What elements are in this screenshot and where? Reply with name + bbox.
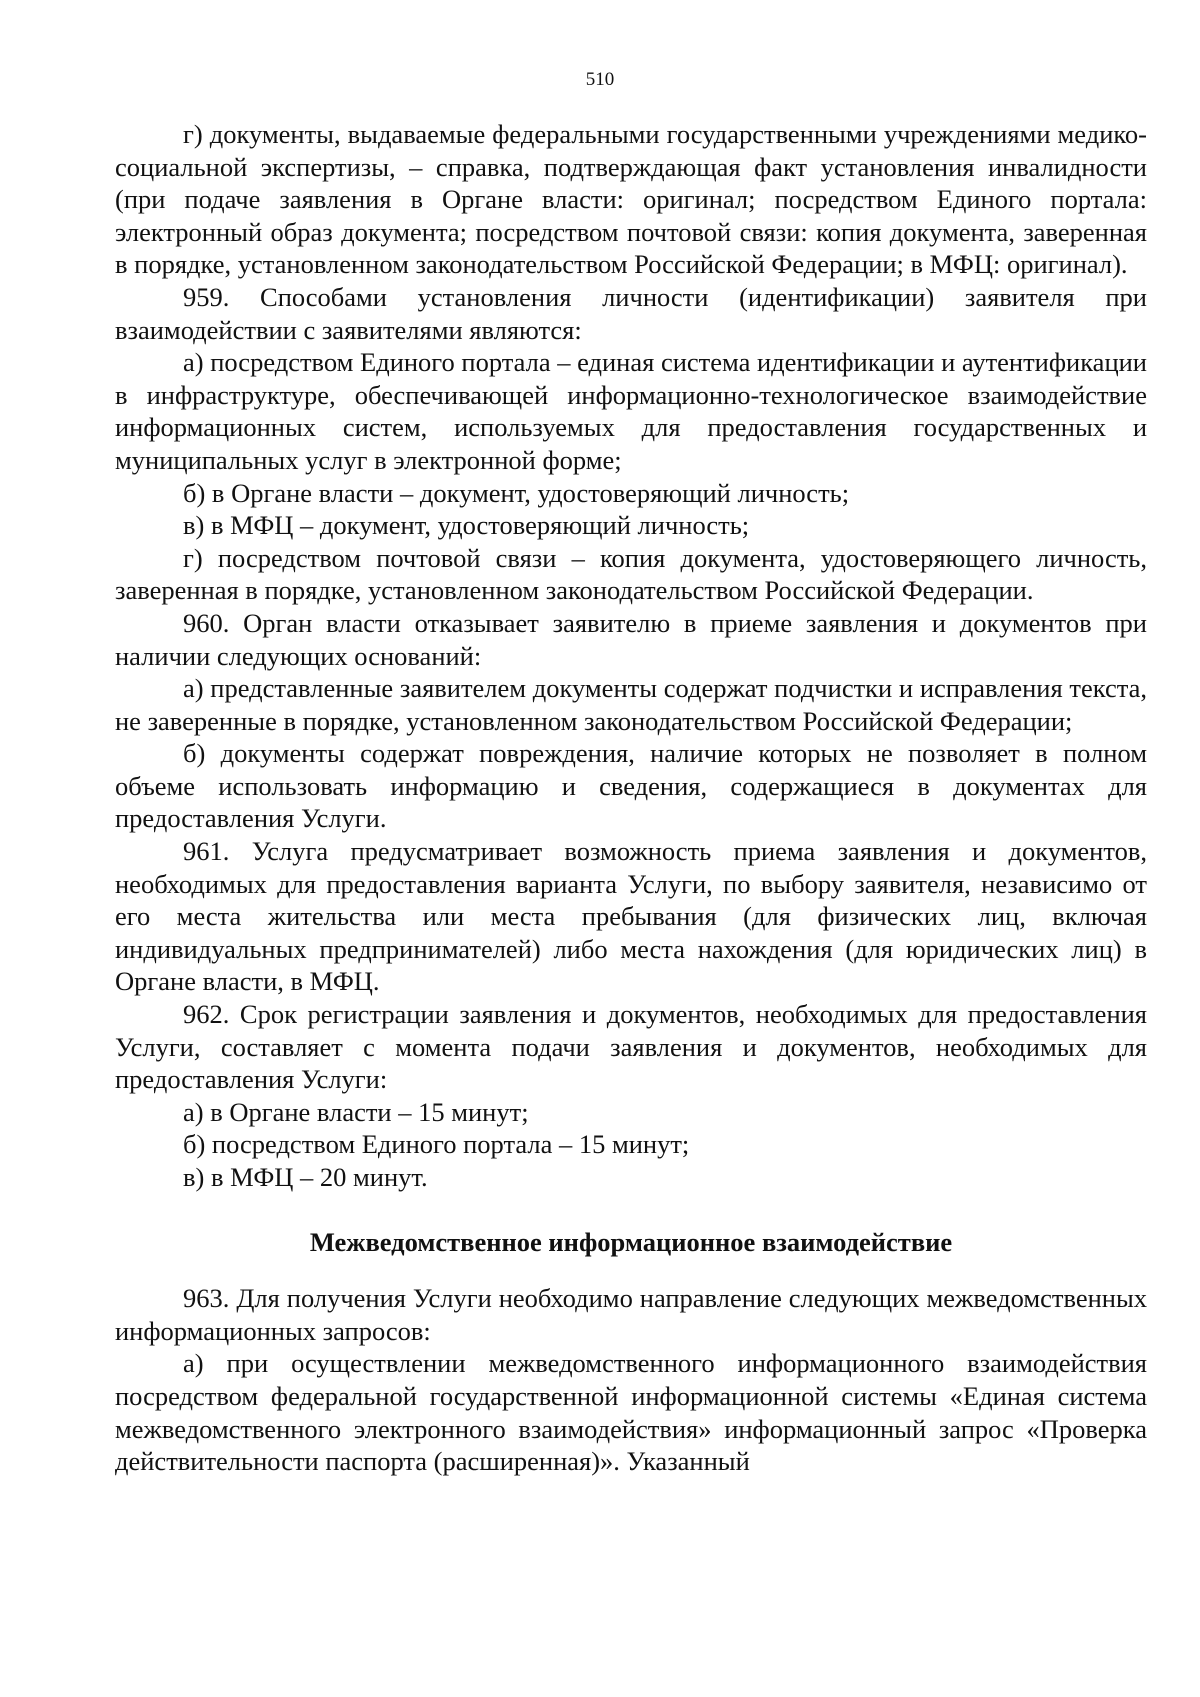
paragraph-960-b: б) документы содержат повреждения, наличие которых не позволяет в полном объеме использовать информацию и сведения, содержащиеся в документах для предоставления Услуги.: [115, 738, 1147, 834]
paragraph-962: 962. Срок регистрации заявления и документов, необходимых для предоставления Услуги, составляет с момента подачи заявления и документов, необходимых для предоставления Услуги:: [115, 999, 1147, 1095]
paragraph-959-a: а) посредством Единого портала – единая система идентификации и аутентификации в инфраструктуре, обеспечивающей информационно-технологическое взаимодействие информационных систем, используемых для предоставления государственных и муниципальных услуг в электронной форме;: [115, 347, 1147, 475]
paragraph-963: 963. Для получения Услуги необходимо направление следующих межведомственных информационных запросов:: [115, 1283, 1147, 1346]
paragraph-959-g: г) посредством почтовой связи – копия документа, удостоверяющего личность, заверенная в порядке, установленном законодательством Российской Федерации.: [115, 542, 1147, 606]
paragraph-959-b: б) в Органе власти – документ, удостоверяющий личность;: [183, 477, 850, 508]
paragraph-959: 959. Способами установления личности (идентификации) заявителя при взаимодействии с заявителями являются:: [115, 281, 1147, 345]
paragraph-961: 961. Услуга предусматривает возможность приема заявления и документов, необходимых для предоставления варианта Услуги, по выбору заявителя, независимо от его места жительства или места пребывания (для физических лиц, включая индивидуальных предпринимателей) либо места нахождения (для юридических лиц) в Органе власти, в МФЦ.: [115, 836, 1147, 997]
paragraph-g-mse-certificate: г) документы, выдаваемые федеральными государственными учреждениями медико-социальной экспертизы, – справка, подтверждающая факт установления инвалидности (при подаче заявления в Органе власти: оригинал; посредством Единого портала: электронный образ документа; посредством почтовой связи: копия документа, заверенная в порядке, установленном законодательством Российской Федерации; в МФЦ: оригинал).: [115, 119, 1147, 280]
paragraph-962-a: а) в Органе власти – 15 минут;: [183, 1096, 529, 1127]
paragraph-960: 960. Орган власти отказывает заявителю в приеме заявления и документов при наличии следующих оснований:: [115, 607, 1147, 671]
paragraph-962-b: б) посредством Единого портала – 15 минут;: [183, 1129, 690, 1160]
document-body: [115, 118, 1147, 1478]
paragraph-960-a: а) представленные заявителем документы содержат подчистки и исправления текста, не заверенные в порядке, установленном законодательством Российской Федерации;: [115, 673, 1147, 736]
paragraph-963-a: а) при осуществлении межведомственного информационного взаимодействия посредством федеральной государственной информационной системы «Единая система межведомственного электронного взаимодействия» информационный запрос «Проверка действительности паспорта (расширенная)». Указанный: [115, 1348, 1147, 1477]
page-number: 510: [585, 69, 615, 90]
section-heading: Межведомственное информационное взаимодействие: [309, 1226, 953, 1257]
paragraph-959-v: в) в МФЦ – документ, удостоверяющий личность;: [183, 510, 750, 541]
paragraph-962-v: в) в МФЦ – 20 минут.: [183, 1162, 428, 1192]
